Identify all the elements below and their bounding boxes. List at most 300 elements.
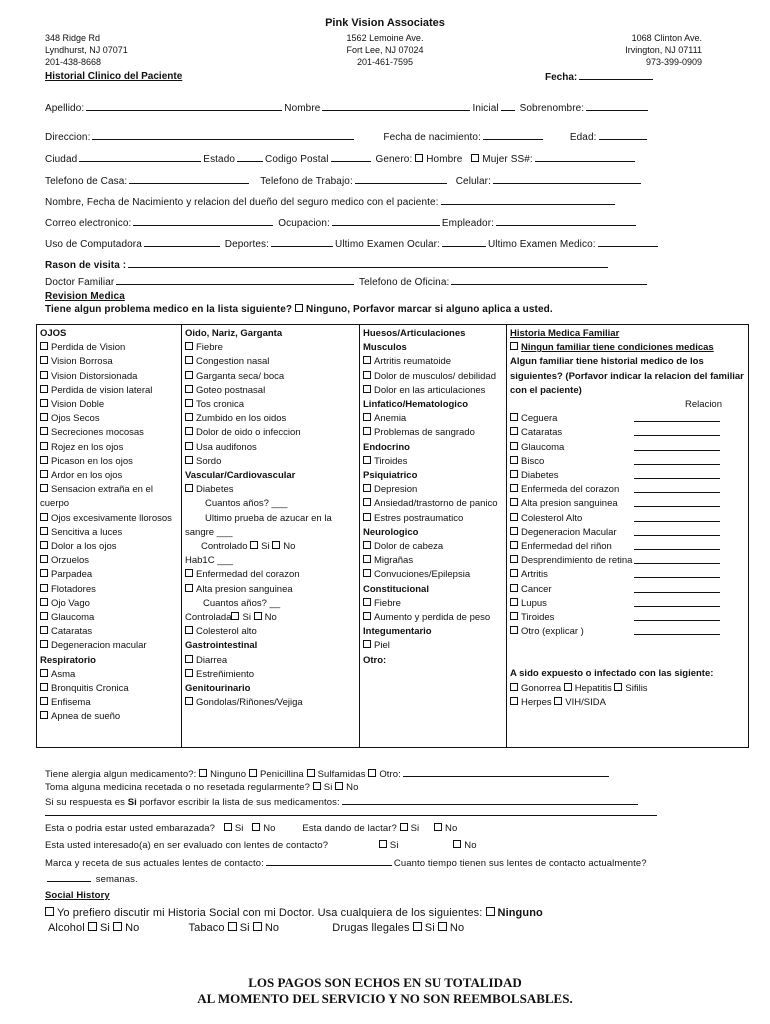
list-item xyxy=(363,611,506,625)
toma-si-label: Si xyxy=(323,782,333,793)
drogas-si-checkbox[interactable] xyxy=(413,922,422,931)
list-item xyxy=(185,568,359,582)
list-item xyxy=(363,512,506,526)
estado-input[interactable] xyxy=(237,152,263,162)
hepatitis-checkbox[interactable] xyxy=(564,683,572,691)
list-item xyxy=(363,384,506,398)
alergia-otro-label: Otro: xyxy=(379,769,401,780)
list-item-label: Anemia xyxy=(374,413,407,425)
codigo-postal-label: Codigo Postal xyxy=(265,154,329,165)
celular-input[interactable] xyxy=(493,174,641,184)
checkbox[interactable] xyxy=(40,470,48,478)
checkbox[interactable] xyxy=(185,399,193,407)
genito-heading: Genitourinario xyxy=(185,683,251,695)
address-center-street: 1562 Lemoine Ave. xyxy=(346,33,424,43)
relacion-input[interactable] xyxy=(634,483,720,493)
toma-si-checkbox[interactable] xyxy=(313,782,321,790)
checkbox[interactable] xyxy=(40,640,48,648)
checkbox[interactable] xyxy=(40,385,48,393)
familiar-question: Algun familiar tiene historial medico de los siguientes? (Porfavor indicar la relacion del familiar con el paciente) xyxy=(510,356,744,396)
lactar-no-checkbox[interactable] xyxy=(434,823,442,831)
checkbox[interactable] xyxy=(363,356,371,364)
relacion-input[interactable] xyxy=(634,412,720,422)
lentes-eval-label: Esta usted interesado(a) en ser evaluado con lentes de contacto? xyxy=(45,840,329,851)
alcohol-si-checkbox[interactable] xyxy=(88,922,97,931)
list-item-label: Picason en los ojos xyxy=(51,455,133,467)
list-item-label: Problemas de sangrado xyxy=(374,427,475,439)
checkbox[interactable] xyxy=(363,498,371,506)
checkbox[interactable] xyxy=(40,569,48,577)
checkbox[interactable] xyxy=(185,371,193,379)
herpes-label: Herpes xyxy=(521,696,552,708)
empleador-input[interactable] xyxy=(496,216,636,226)
semanas-label: semanas. xyxy=(95,874,138,885)
lentes-no-checkbox[interactable] xyxy=(453,840,461,848)
family-history-label: Glaucoma xyxy=(521,441,565,453)
list-item xyxy=(185,398,359,412)
tabaco-si-checkbox[interactable] xyxy=(228,922,237,931)
checkbox[interactable] xyxy=(40,399,48,407)
checkbox[interactable] xyxy=(40,371,48,379)
row-correo xyxy=(45,216,657,230)
date-field[interactable] xyxy=(545,70,655,84)
fecha-nac-input[interactable] xyxy=(483,130,543,140)
alcohol-no-checkbox[interactable] xyxy=(113,922,122,931)
tabaco-label: Tabaco xyxy=(188,922,225,934)
ss-input[interactable] xyxy=(535,152,635,162)
prefiero-checkbox[interactable] xyxy=(45,907,54,916)
family-history-checkbox[interactable] xyxy=(510,555,518,563)
ninguno-revision-label: Ninguno, Porfavor marcar si alguno aplica a usted. xyxy=(306,304,553,315)
alergia-otro-checkbox[interactable] xyxy=(368,769,376,777)
list-item xyxy=(40,710,181,724)
list-item-label: Sordo xyxy=(196,455,222,467)
linfatico-heading: Linfatico/Hematologico xyxy=(363,399,469,411)
address-left-phone: 201-438-8668 xyxy=(45,57,102,67)
sifilis-checkbox[interactable] xyxy=(614,683,622,691)
vih-checkbox[interactable] xyxy=(554,697,562,705)
relacion-input[interactable] xyxy=(634,497,720,507)
checkbox[interactable] xyxy=(363,555,371,563)
checkbox[interactable] xyxy=(363,598,371,606)
sobrenombre-input[interactable] xyxy=(586,101,648,111)
list-item xyxy=(363,370,506,384)
sobrenombre-label: Sobrenombre: xyxy=(519,103,585,114)
list-item-label: Ojos excesivamente llorosos xyxy=(51,512,172,524)
nombre-label: Nombre xyxy=(284,103,321,114)
relacion-input[interactable] xyxy=(634,469,720,479)
tel-trabajo-label: Telefono de Trabajo: xyxy=(260,176,353,187)
lactar-si-checkbox[interactable] xyxy=(400,823,408,831)
edad-label: Edad: xyxy=(569,132,597,143)
checkbox[interactable] xyxy=(185,655,193,663)
embarazada-no-checkbox[interactable] xyxy=(252,823,260,831)
family-history-checkbox[interactable] xyxy=(510,470,518,478)
cuantos-anos-1[interactable]: Cuantos años? ___ xyxy=(205,498,288,510)
relacion-input[interactable] xyxy=(634,526,720,536)
family-history-checkbox[interactable] xyxy=(510,626,518,634)
expuesto-heading: A sido expuesto o infectado con las sigiente: xyxy=(510,668,714,680)
family-history-label: Colesterol Alto xyxy=(521,512,583,524)
family-history-row xyxy=(510,412,746,426)
list-item xyxy=(40,597,181,611)
familiar-heading: Historia Medica Familiar xyxy=(510,328,620,339)
list-item xyxy=(363,554,506,568)
checkbox[interactable] xyxy=(363,385,371,393)
list-item xyxy=(185,426,359,440)
family-history-row xyxy=(510,540,746,554)
checkbox[interactable] xyxy=(185,697,193,705)
checkbox[interactable] xyxy=(40,584,48,592)
colesterol-checkbox[interactable] xyxy=(185,626,193,634)
psiquiatrico-heading: Psiquiatrico xyxy=(363,470,418,482)
relacion-input[interactable] xyxy=(634,625,720,635)
checkbox[interactable] xyxy=(185,356,193,364)
relacion-input[interactable] xyxy=(634,554,720,564)
diabetes-label: Diabetes xyxy=(196,484,234,496)
relacion-input[interactable] xyxy=(634,455,720,465)
footer-line-1: LOS PAGOS SON ECHOS EN SU TOTALIDAD xyxy=(248,975,522,990)
tel-casa-input[interactable] xyxy=(129,174,249,184)
list-item xyxy=(40,469,181,483)
list-item-label: Dolor a los ojos xyxy=(51,541,117,553)
toma-no-checkbox[interactable] xyxy=(335,782,343,790)
checkbox[interactable] xyxy=(185,456,193,464)
checkbox[interactable] xyxy=(363,413,371,421)
family-history-checkbox[interactable] xyxy=(510,442,518,450)
family-history-checkbox[interactable] xyxy=(510,541,518,549)
family-history-label: Desprendimiento de retina xyxy=(521,555,633,567)
checkbox[interactable] xyxy=(40,513,48,521)
edad-input[interactable] xyxy=(599,130,647,140)
tabaco-si-label: Si xyxy=(239,922,250,934)
estado-label: Estado xyxy=(203,154,236,165)
checkbox[interactable] xyxy=(40,484,48,492)
controlado-si-checkbox[interactable] xyxy=(250,541,258,549)
family-history-checkbox[interactable] xyxy=(510,498,518,506)
ojos-heading: OJOS xyxy=(40,328,67,339)
ss-label: SS#: xyxy=(510,154,533,165)
seguro-input[interactable] xyxy=(441,195,615,205)
checkbox[interactable] xyxy=(40,683,48,691)
checkbox[interactable] xyxy=(185,342,193,350)
ciudad-label: Ciudad xyxy=(45,154,78,165)
gonorrea-label: Gonorrea xyxy=(521,682,562,694)
relacion-input[interactable] xyxy=(634,512,720,522)
genero-label: Genero: xyxy=(375,154,413,165)
list-item xyxy=(363,568,506,582)
lactar-no-label: No xyxy=(445,823,458,834)
checkbox[interactable] xyxy=(40,669,48,677)
list-item xyxy=(40,611,181,625)
family-history-checkbox[interactable] xyxy=(510,527,518,535)
checkbox[interactable] xyxy=(40,598,48,606)
checkbox[interactable] xyxy=(40,626,48,634)
list-item-label: Dolor de cabeza xyxy=(374,541,444,553)
checkbox[interactable] xyxy=(40,555,48,563)
alergia-ninguno-label: Ninguno xyxy=(210,769,247,780)
list-item-label: Gondolas/Riñones/Vejiga xyxy=(196,697,303,709)
list-item-label: Fiebre xyxy=(196,342,223,354)
list-item xyxy=(40,384,181,398)
relacion-input[interactable] xyxy=(634,597,720,607)
ningun-familiar-checkbox[interactable] xyxy=(510,342,518,350)
controlado-no-checkbox[interactable] xyxy=(272,541,280,549)
revision-heading: Revision Medica xyxy=(45,291,125,302)
checkbox[interactable] xyxy=(185,584,193,592)
checkbox[interactable] xyxy=(363,484,371,492)
family-history-row xyxy=(510,497,746,511)
checkbox[interactable] xyxy=(363,371,371,379)
family-history-row xyxy=(510,611,746,625)
ocupacion-input[interactable] xyxy=(332,216,440,226)
family-history-checkbox[interactable] xyxy=(510,484,518,492)
list-item xyxy=(40,696,181,710)
address-right-phone: 973-399-0909 xyxy=(645,57,702,67)
family-history-label: Cataratas xyxy=(521,427,563,439)
list-item xyxy=(185,370,359,384)
inicial-input[interactable] xyxy=(501,101,515,111)
codigo-postal-input[interactable] xyxy=(331,152,371,162)
huesos-heading: Huesos/Articulaciones xyxy=(363,328,466,339)
list-item-label: Enfermedad del corazon xyxy=(196,569,300,581)
sulfamidas-checkbox[interactable] xyxy=(307,769,315,777)
vascular-heading: Vascular/Cardiovascular xyxy=(185,470,296,482)
embarazada-label: Esta o podria estar usted embarazada? xyxy=(45,823,216,834)
list-item xyxy=(363,483,506,497)
list-item xyxy=(40,512,181,526)
checkbox[interactable] xyxy=(363,456,371,464)
list-item-label: Apnea de sueño xyxy=(51,711,121,723)
checkbox[interactable] xyxy=(185,427,193,435)
row-alergia xyxy=(45,767,657,781)
alergia-otro-input[interactable] xyxy=(403,767,609,777)
row-telefono xyxy=(45,174,657,188)
checkbox[interactable] xyxy=(185,413,193,421)
family-history-label: Ceguera xyxy=(521,413,558,425)
drogas-label: Drugas llegales xyxy=(332,922,410,934)
family-history-label: Diabetes xyxy=(521,470,559,482)
list-item-label: Ardor en los ojos xyxy=(51,470,123,482)
checkbox[interactable] xyxy=(40,541,48,549)
family-history-checkbox[interactable] xyxy=(510,413,518,421)
tel-casa-label: Telefono de Casa: xyxy=(45,176,128,187)
hab1c-field[interactable]: Hab1C ___ xyxy=(185,555,234,567)
prefiero-label: Yo prefiero discutir mi Historia Social con mi Doctor. Usa cualquiera de los siguientes: xyxy=(57,907,483,919)
checkbox[interactable] xyxy=(363,640,371,648)
checkbox[interactable] xyxy=(363,541,371,549)
social-ninguno-checkbox[interactable] xyxy=(486,907,495,916)
family-history-checkbox[interactable] xyxy=(510,513,518,521)
apellido-label: Apellido: xyxy=(45,103,85,114)
list-item-label: Orzuelos xyxy=(51,555,90,567)
checkbox[interactable] xyxy=(40,342,48,350)
herpes-checkbox[interactable] xyxy=(510,697,518,705)
row-marca xyxy=(45,856,657,870)
list-item xyxy=(40,398,181,412)
checkbox[interactable] xyxy=(40,711,48,719)
family-history-checkbox[interactable] xyxy=(510,584,518,592)
neurologico-heading: Neurologico xyxy=(363,526,419,538)
mujer-checkbox[interactable] xyxy=(471,154,479,162)
checkbox[interactable] xyxy=(40,697,48,705)
apellido-input[interactable] xyxy=(86,101,282,111)
nombre-input[interactable] xyxy=(322,101,470,111)
list-item-label: Vision Distorsionada xyxy=(51,370,138,382)
drogas-no-checkbox[interactable] xyxy=(438,922,447,931)
list-item xyxy=(185,412,359,426)
relacion-input[interactable] xyxy=(634,426,720,436)
family-history-checkbox[interactable] xyxy=(510,612,518,620)
relacion-input[interactable] xyxy=(634,568,720,578)
list-item xyxy=(40,625,181,639)
lista-input[interactable] xyxy=(342,795,638,805)
checkbox[interactable] xyxy=(363,427,371,435)
seguro-label: Nombre, Fecha de Nacimiento y relacion del dueño del seguro medico con el paciente: xyxy=(45,197,439,208)
drogas-si-label: Si xyxy=(424,922,435,934)
controlada-label: Controlada xyxy=(185,612,232,624)
list-item-label: Vision Doble xyxy=(51,399,105,411)
relacion-input[interactable] xyxy=(634,583,720,593)
checkbox[interactable] xyxy=(40,442,48,450)
cuantos-anos-2[interactable]: Cuantos años? __ xyxy=(203,597,281,609)
lentes-si-label: Si xyxy=(389,840,399,851)
checkbox[interactable] xyxy=(185,442,193,450)
empleador-label: Empleador: xyxy=(441,218,495,229)
list-item-label: Dolor en las articulaciones xyxy=(374,384,486,396)
diabetes-checkbox[interactable] xyxy=(185,484,193,492)
colesterol-label: Colesterol alto xyxy=(196,626,257,638)
tabaco-no-label: No xyxy=(264,922,280,934)
embarazada-si-checkbox[interactable] xyxy=(224,823,232,831)
lentes-no-label: No xyxy=(464,840,477,851)
doctor-input[interactable] xyxy=(116,275,354,285)
address-left xyxy=(45,32,128,68)
list-item xyxy=(185,583,359,597)
ciudad-input[interactable] xyxy=(79,152,201,162)
alcohol-label: Alcohol xyxy=(48,922,85,934)
alcohol-si-label: Si xyxy=(99,922,110,934)
list-item-label: Estreñimiento xyxy=(196,668,255,680)
checkbox[interactable] xyxy=(363,612,371,620)
list-item-label: Aumento y perdida de peso xyxy=(374,612,491,624)
checkbox[interactable] xyxy=(40,413,48,421)
review-of-systems-grid xyxy=(36,324,749,748)
list-item xyxy=(185,355,359,369)
controlada-si-checkbox[interactable] xyxy=(231,612,239,620)
checkbox[interactable] xyxy=(40,356,48,364)
list-item-label: Vision Borrosa xyxy=(51,356,113,368)
computadora-input[interactable] xyxy=(144,237,220,247)
checkbox[interactable] xyxy=(185,385,193,393)
form-title: Historial Clinico del Paciente xyxy=(45,71,183,82)
address-left-street: 348 Ridge Rd xyxy=(45,33,101,43)
list-item-label: Glaucoma xyxy=(51,612,95,624)
list-item-label: Congestion nasal xyxy=(196,356,270,368)
ninguno-revision-checkbox[interactable] xyxy=(295,304,303,312)
list-item xyxy=(185,654,359,668)
controlada-no-checkbox[interactable] xyxy=(254,612,262,620)
row-semanas xyxy=(45,872,657,886)
tel-oficina-input[interactable] xyxy=(451,275,647,285)
tel-trabajo-input[interactable] xyxy=(355,174,447,184)
drogas-no-label: No xyxy=(449,922,465,934)
toma-no-label: No xyxy=(346,782,359,793)
checkbox[interactable] xyxy=(40,427,48,435)
marca-input[interactable] xyxy=(266,856,392,866)
respiratorio-heading: Respiratorio xyxy=(40,654,96,666)
list-item xyxy=(40,355,181,369)
lista-input-line-2[interactable] xyxy=(45,815,657,816)
row-computadora xyxy=(45,237,657,251)
list-item xyxy=(185,441,359,455)
family-history-checkbox[interactable] xyxy=(510,456,518,464)
checkbox[interactable] xyxy=(40,456,48,464)
tel-oficina-label: Telefono de Oficina: xyxy=(359,277,450,288)
gonorrea-checkbox[interactable] xyxy=(510,683,518,691)
family-history-checkbox[interactable] xyxy=(510,569,518,577)
family-history-checkbox[interactable] xyxy=(510,427,518,435)
controlado-no-label: No xyxy=(283,541,296,553)
ultimo-medico-input[interactable] xyxy=(598,237,658,247)
musculos-heading: Musculos xyxy=(363,342,407,354)
checkbox[interactable] xyxy=(363,513,371,521)
checkbox[interactable] xyxy=(40,527,48,535)
oido-heading: Oido, Nariz, Garganta xyxy=(185,328,283,339)
list-item xyxy=(363,426,506,440)
deportes-input[interactable] xyxy=(271,237,333,247)
family-history-label: Degeneracion Macular xyxy=(521,526,617,538)
correo-input[interactable] xyxy=(133,216,273,226)
checkbox[interactable] xyxy=(363,569,371,577)
lactar-label: Esta dando de lactar? xyxy=(302,823,397,834)
row-doctor xyxy=(45,275,657,289)
tabaco-no-checkbox[interactable] xyxy=(253,922,262,931)
relacion-input[interactable] xyxy=(634,611,720,621)
computadora-label: Uso de Computadora xyxy=(45,239,142,250)
semanas-input[interactable] xyxy=(47,872,91,882)
list-item xyxy=(40,526,181,540)
direccion-label: Direccion: xyxy=(45,132,91,143)
checkbox[interactable] xyxy=(185,669,193,677)
hombre-label: Hombre xyxy=(426,154,463,165)
row-prefiero xyxy=(45,906,657,920)
list-item xyxy=(40,639,181,653)
row-lista xyxy=(45,795,657,809)
relacion-input[interactable] xyxy=(634,540,720,550)
ultimo-prueba-azucar[interactable]: Ultimo prueba de azucar en la sangre ___ xyxy=(185,512,332,538)
list-item xyxy=(40,583,181,597)
ultimo-ocular-input[interactable] xyxy=(442,237,486,247)
integumentario-heading: Integumentario xyxy=(363,626,432,638)
family-history-row xyxy=(510,469,746,483)
family-history-checkbox[interactable] xyxy=(510,598,518,606)
checkbox[interactable] xyxy=(185,569,193,577)
marca-label: Marca y receta de sus actuales lentes de contacto: xyxy=(45,858,264,869)
revision-question-label: Tiene algun problema medico en la lista siguiente? xyxy=(45,304,293,315)
social-ninguno-label: Ninguno xyxy=(497,907,543,919)
direccion-input[interactable] xyxy=(92,130,354,140)
lentes-si-checkbox[interactable] xyxy=(379,840,387,848)
alergia-ninguno-checkbox[interactable] xyxy=(199,769,207,777)
penicillina-checkbox[interactable] xyxy=(249,769,257,777)
razon-input[interactable] xyxy=(128,258,608,268)
list-item-label: Bronquitis Cronica xyxy=(51,683,129,695)
checkbox[interactable] xyxy=(40,612,48,620)
endocrino-heading: Endocrino xyxy=(363,441,410,453)
relacion-input[interactable] xyxy=(634,441,720,451)
hombre-checkbox[interactable] xyxy=(415,154,423,162)
